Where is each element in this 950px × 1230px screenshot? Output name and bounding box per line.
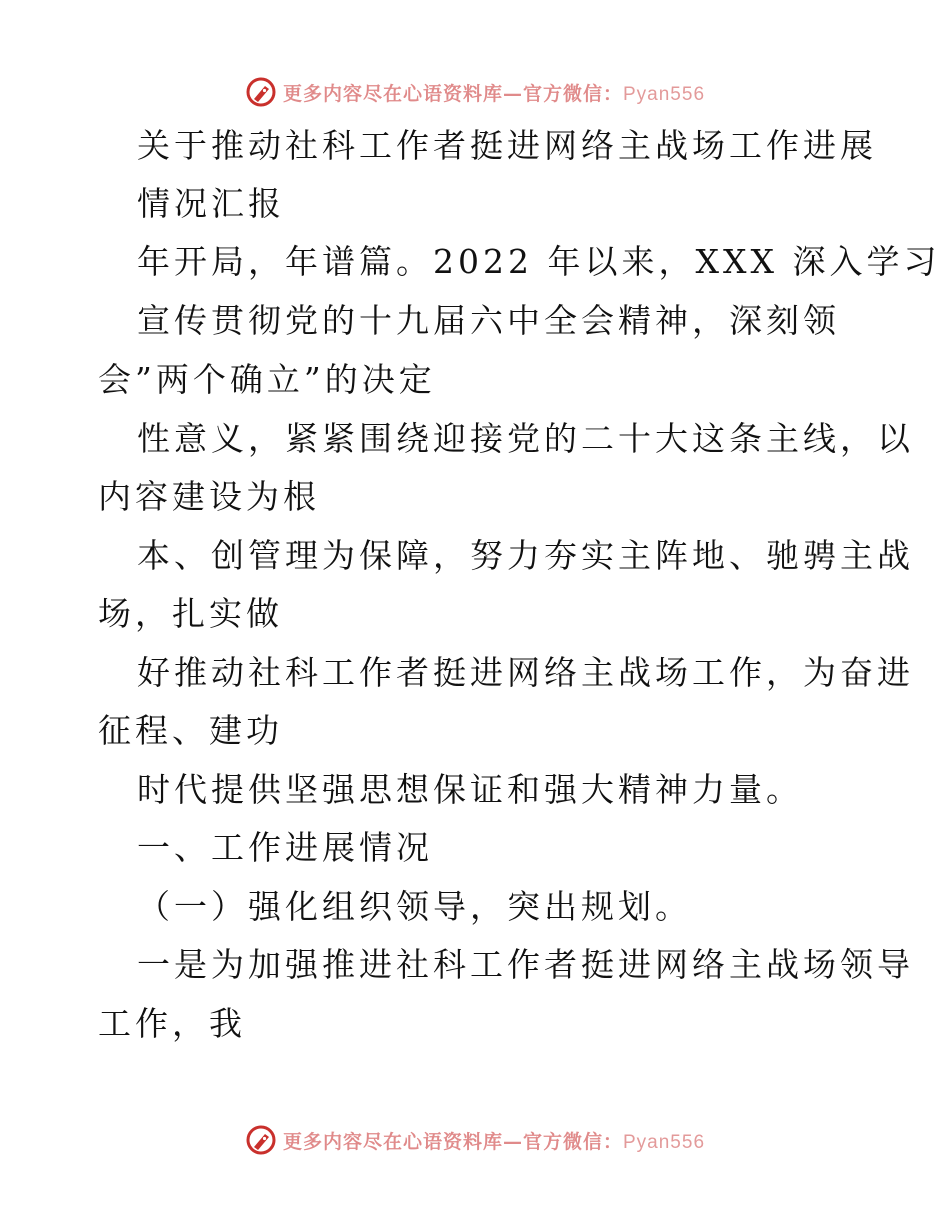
- paragraph-line: 时代提供坚强思想保证和强大精神力量。: [137, 770, 803, 809]
- pen-nib-circle-icon: [245, 1124, 277, 1156]
- watermark-wechat-id: Pyan556: [623, 1131, 706, 1153]
- paragraph-line: 一是为加强推进社科工作者挺进网络主战场领导: [137, 945, 914, 984]
- watermark-text: 更多内容尽在心语资料库—官方微信：Pyan556: [282, 82, 706, 105]
- paragraph-line: 工作，我: [98, 1004, 246, 1043]
- paragraph-line: 好推动社科工作者挺进网络主战场工作，为奋进: [137, 653, 914, 692]
- watermark-text: 更多内容尽在心语资料库—官方微信：Pyan556: [282, 1130, 706, 1153]
- paragraph-line: 征程、建功: [98, 711, 283, 750]
- footer-watermark: [0, 1120, 950, 1160]
- doc-title-line-2: 情况汇报: [137, 184, 285, 223]
- paragraph-line: 性意义，紧紧围绕迎接党的二十大这条主线，以: [137, 419, 914, 458]
- section-heading: 一、工作进展情况: [137, 828, 433, 867]
- watermark-wechat-id: Pyan556: [623, 83, 706, 105]
- paragraph-line: 内容建设为根: [98, 477, 320, 516]
- paragraph-line: 年开局，年谱篇。2022 年以来，XXX 深入学习: [137, 242, 941, 281]
- paragraph-line: 本、创管理为保障，努力夯实主阵地、驰骋主战: [137, 536, 914, 575]
- paragraph-line: 场，扎实做: [98, 594, 283, 633]
- paragraph-line: 会”两个确立”的决定: [98, 360, 436, 399]
- header-watermark: [0, 72, 950, 112]
- subsection-heading: （一）强化组织领导，突出规划。: [137, 887, 692, 926]
- paragraph-line: 宣传贯彻党的十九届六中全会精神，深刻领: [137, 301, 840, 340]
- doc-title-line-1: 关于推动社科工作者挺进网络主战场工作进展: [137, 126, 877, 165]
- pen-nib-circle-icon: [245, 76, 277, 108]
